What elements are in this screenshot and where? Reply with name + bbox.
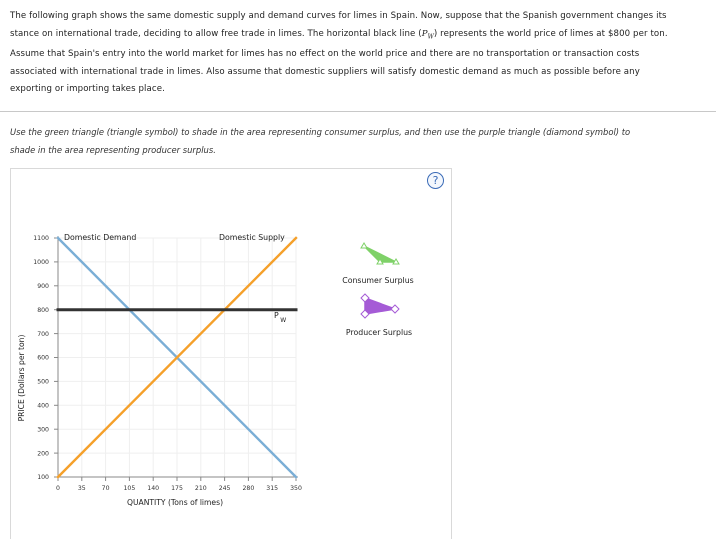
world-price-label-sub: W — [280, 317, 287, 324]
producer-surplus-tool[interactable] — [361, 294, 399, 318]
x-tick-label: 350 — [290, 485, 302, 492]
purple-triangle-icon[interactable] — [365, 298, 395, 314]
x-tick-label: 105 — [123, 485, 136, 492]
consumer-surplus-label: Consumer Surplus — [342, 276, 414, 285]
x-tick-label: 210 — [194, 485, 207, 492]
help-button[interactable]: ? — [427, 172, 444, 189]
x-tick-label: 245 — [218, 485, 231, 492]
x-tick-label: 315 — [266, 485, 279, 492]
x-tick-label: 140 — [147, 485, 160, 492]
question-line: Assume that Spain's entry into the world market for limes has no effect on the world price and there are no transportation or transaction costs — [10, 48, 640, 59]
x-tick-label: 175 — [171, 485, 183, 492]
x-tick-label: 35 — [77, 485, 86, 492]
y-tick-label: 700 — [37, 330, 49, 338]
y-tick-label: 300 — [37, 426, 49, 434]
world-price-label-main: P — [274, 311, 279, 320]
question-line: associated with international trade in limes. Also assume that domestic suppliers will satisfy domestic demand as much as possible before any — [10, 66, 640, 77]
y-axis-title: PRICE (Dollars per ton) — [17, 334, 26, 422]
question-line: The following graph shows the same domestic supply and demand curves for limes in Spain. Now, suppose that the Spanish government changes its — [10, 11, 667, 21]
y-tick-label: 800 — [37, 306, 49, 314]
y-tick-label: 1000 — [33, 259, 49, 267]
y-tick-label: 1100 — [33, 235, 49, 243]
world-price-label — [274, 311, 286, 324]
consumer-surplus-tool[interactable] — [361, 243, 399, 264]
world-price-symbol-main: P — [421, 28, 428, 39]
question-line: exporting or importing takes place. — [10, 84, 165, 95]
instruction-line: shade in the area representing producer surplus. — [10, 144, 216, 155]
triangle-marker-icon[interactable] — [361, 243, 367, 248]
y-tick-label: 100 — [37, 474, 49, 482]
question-line-part: ) represents the world price of limes at $800 per ton. — [433, 28, 668, 39]
diamond-marker-icon[interactable] — [391, 305, 399, 313]
producer-surplus-label: Producer Surplus — [345, 328, 413, 337]
x-tick-label: 70 — [101, 485, 110, 492]
x-tick-label: 280 — [242, 485, 255, 492]
instruction-line: Use the green triangle (triangle symbol) to shade in the area representing consumer surplus, and then use the purple triangle (diamond symbol) to — [10, 127, 631, 137]
y-tick-label: 900 — [37, 283, 49, 290]
y-tick-label: 600 — [37, 354, 49, 362]
demand-curve-label: Domestic Demand — [64, 233, 137, 242]
world-price-symbol-sub: W — [427, 33, 434, 41]
y-tick-label: 500 — [37, 378, 49, 386]
supply-curve-label: Domestic Supply — [219, 233, 285, 242]
y-tick-label: 400 — [37, 402, 49, 410]
x-axis-title: QUANTITY (Tons of limes) — [126, 498, 224, 507]
x-tick-label: 0 — [56, 485, 60, 492]
y-tick-label: 200 — [37, 450, 49, 458]
question-line-part: stance on international trade, deciding to allow free trade in limes. The horizontal black line ( — [10, 28, 422, 39]
